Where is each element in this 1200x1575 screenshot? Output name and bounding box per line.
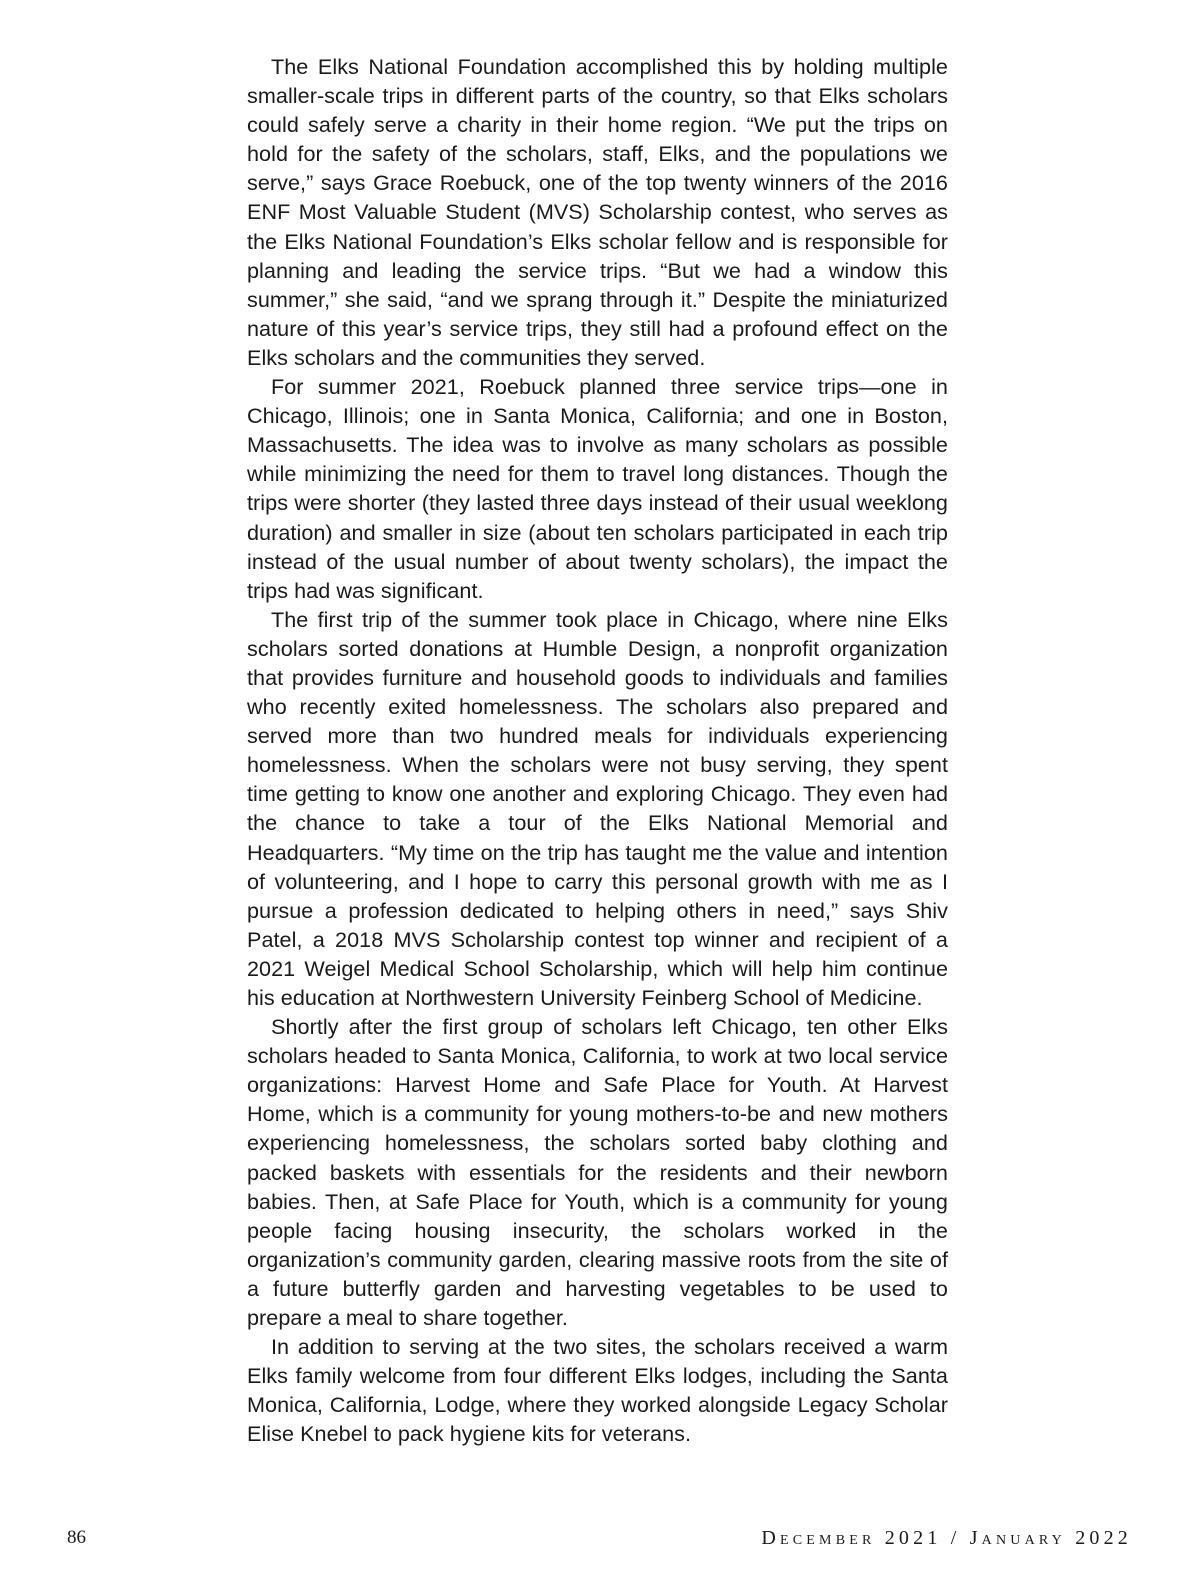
page-number: 86	[67, 1527, 86, 1548]
issue-date-footer: December 2021 / January 2022	[761, 1527, 1132, 1549]
paragraph: The Elks National Foundation accomplished this by holding multiple smaller-scale trips in different parts of the country, so that Elks scholars could safely serve a charity in their home region. “We put the trips on hold for the safety of the scholars, staff, Elks, and the populations we serve,” says Grace Roebuck, one of the top twenty winners of the 2016 ENF Most Valuable Student (MVS) Scholarship contest, who serves as the Elks National Foundation’s Elks scholar fellow and is responsible for planning and leading the service trips. “But we had a window this summer,” she said, “and we sprang through it.” Despite the miniaturized nature of this year’s service trips, they still had a profound effect on the Elks scholars and the communities they served.	[247, 54, 948, 370]
paragraph: For summer 2021, Roebuck planned three service trips—one in Chicago, Illinois; one in Santa Monica, California; and one in Boston, Massachusetts. The idea was to involve as many scholars as possible while minimizing the need for them to travel long distances. Though the trips were shorter (they lasted three days instead of their usual weeklong duration) and smaller in size (about ten scholars participated in each trip instead of the usual number of about twenty scholars), the impact the trips had was significant.	[247, 374, 948, 603]
paragraph: In addition to serving at the two sites, the scholars received a warm Elks family welcome from four different Elks lodges, including the Santa Monica, California, Lodge, where they worked alongside Legacy Scholar Elise Knebel to pack hygiene kits for veterans.	[247, 1334, 948, 1447]
paragraph: The first trip of the summer took place in Chicago, where nine Elks scholars sorted donations at Humble Design, a nonprofit organization that provides furniture and household goods to individuals and families who recently exited homelessness. The scholars also prepared and served more than two hundred meals for individuals experiencing homelessness. When the scholars were not busy serving, they spent time getting to know one another and exploring Chicago. They even had the chance to take a tour of the Elks National Memorial and Headquarters. “My time on the trip has taught me the value and intention of volunteering, and I hope to carry this personal growth with me as I pursue a profession dedicated to helping others in need,” says Shiv Patel, a 2018 MVS Scholarship contest top winner and recipient of a 2021 Weigel Medical School Scholarship, which will help him continue his education at Northwestern University Feinberg School of Medicine.	[247, 606, 948, 1010]
article-body	[247, 52, 948, 1449]
paragraph: Shortly after the first group of scholars left Chicago, ten other Elks scholars headed to Santa Monica, California, to work at two local service organizations: Harvest Home and Safe Place for Youth. At Harvest Home, which is a community for young mothers-to-be and new mothers experiencing homelessness, the scholars sorted baby clothing and packed baskets with essentials for the residents and their newborn babies. Then, at Safe Place for Youth, which is a community for young people facing housing insecurity, the scholars worked in the organization’s community garden, clearing massive roots from the site of a future butterfly garden and harvesting vegetables to be used to prepare a meal to share together.	[247, 1014, 948, 1331]
